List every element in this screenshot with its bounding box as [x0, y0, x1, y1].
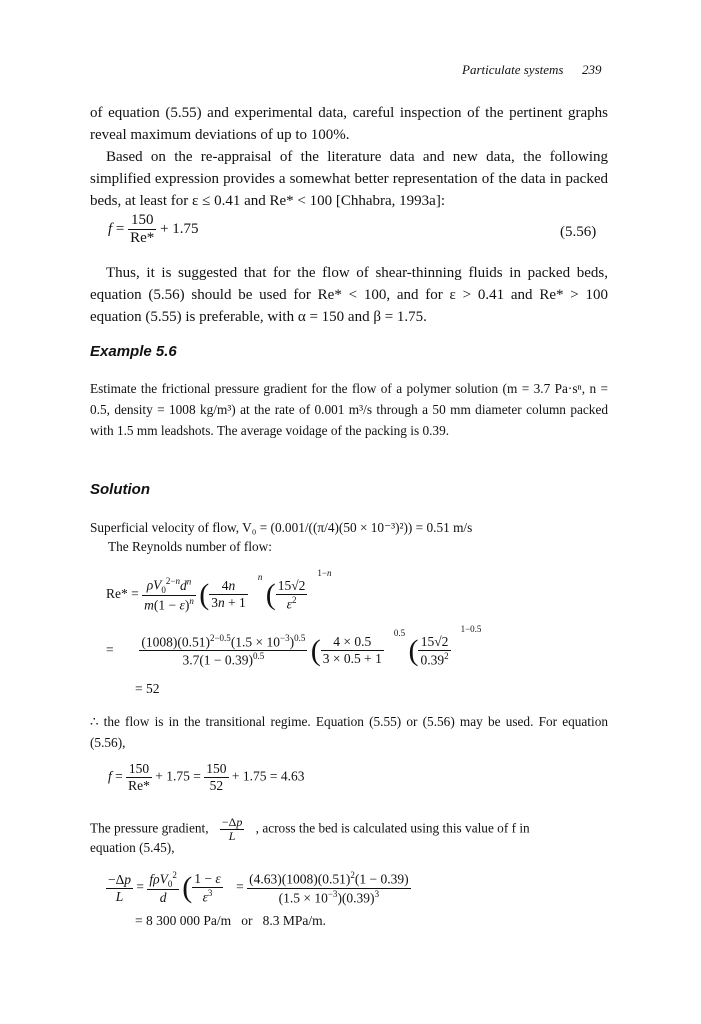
regime-text: ∴ the flow is in the transitional regime. Equation (5.55) or (5.56) may be used. For equation (5.56),: [90, 714, 608, 750]
reynolds-intro: The Reynolds number of flow:: [108, 539, 272, 554]
pressure-rest: , across the bed is calculated using this value of f in: [255, 820, 530, 836]
velocity-line: Superficial velocity of flow, V₀ = (0.001/((π/4)(50 × 10⁻³)²)) = 0.51 m/s: [90, 520, 473, 535]
reynolds-formula: Re* = $\frac{\rho V_0^{2-n}d^n}{m(1 - \varepsilon)^n}$ ( $\frac{4n}{3n + 1}$ $^n$ ( $\frac{15√2}{\varepsilon^2}$ $^{1-n}$: [106, 568, 332, 613]
fraction-150-re: $\frac{150}{Re*}$: [130, 212, 155, 246]
re-num-fraction-2: $\frac{4 \times 0.5}{3 \times 0.5 + 1}$: [322, 634, 382, 667]
pressure-eqref: equation (5.45),: [90, 840, 175, 855]
re-num-fraction-1: $\frac{(1008)(0.51)^{2-0.5}(1.5 \times 10^{-3})^{0.5}}{3.7(1 - 0.39)^{0.5}}$: [141, 632, 306, 668]
pressure-fraction: $\frac{-\Delta p}{L}$: [221, 815, 243, 843]
paragraph-3: Thus, it is suggested that for the flow of shear-thinning fluids in packed beds, equation (5.56) should be used for Re* < 100, and for ε > 0.41 and Re* > 100 equation (5.55) is preferable, with α = 150 and β = 1.75.: [90, 265, 608, 325]
reynolds-numeric: = $\frac{(1008)(0.51)^{2-0.5}(1.5 \times 10^{-3})^{0.5}}{3.7(1 - 0.39)^{0.5}}$ ( $\frac{4 \times 0.5}{3 \times 0.5 + 1}$ $^{0.5}$ ( $\frac{15√2}{0.39^2}$ $^{1-0.5}$: [106, 624, 482, 668]
re-fraction-2: $\frac{4n}{3n + 1}$: [211, 578, 246, 611]
solution-heading: Solution: [90, 481, 150, 498]
pressure-intro: The pressure gradient,: [90, 820, 209, 836]
page-number: 239: [581, 62, 602, 77]
re-fraction-1: $\frac{\rho V_0^{2-n}d^n}{m(1 - \varepsilon)^n}$: [144, 576, 194, 613]
re-num-fraction-3: $\frac{15√2}{0.39^2}$: [420, 633, 449, 668]
fv-fraction: $\frac{f\rho V_0^2}{d}$: [149, 870, 177, 906]
f-fraction-1: $\frac{150}{Re*}$: [128, 761, 150, 793]
running-header: [462, 62, 601, 78]
f-result: + 1.75 = 4.63: [231, 768, 305, 784]
example-heading: Example 5.6: [90, 343, 177, 360]
running-title: Particulate systems: [462, 62, 564, 77]
equation-5-56: f = $\frac{150}{Re*}$ + 1.75: [108, 212, 199, 246]
equation-label-5-56: (5.56): [560, 224, 597, 240]
friction-calculation: f = $\frac{150}{Re*}$ + 1.75 = $\frac{150}{52}$ + 1.75 = 4.63: [108, 761, 305, 793]
f-fraction-2: $\frac{150}{52}$: [206, 761, 227, 793]
dp-fraction: $\frac{-\Delta p}{L}$: [108, 871, 132, 904]
epsilon-fraction: $\frac{1 - \varepsilon}{\varepsilon^3}$: [194, 870, 221, 905]
pressure-equation: $\frac{-\Delta p}{L}$ = $\frac{f\rho V_0^2}{d}$ ( $\frac{1 - \varepsilon}{\varepsilon^3}$ = $\frac{(4.63)(1008)(0.51)^2(1 - 0.39)}{(1.5 \times 10^{-3})(0.39)^3}$: [108, 870, 409, 906]
example-text: Estimate the frictional pressure gradient for the flow of a polymer solution (m = 3.7 Pa·sⁿ, n = 0.5, density = 1008 kg/m³) at the rate of 0.001 m³/s through a 50 mm diameter column packed with 1.5 mm leadshots. The average voidage of the packing is 0.39.: [90, 381, 608, 438]
paragraph-2: Based on the re-appraisal of the literature data and new data, the following simplified expression provides a somewhat better representation of the data in packed beds, at least for ε ≤ 0.41 and Re* < 100 [Chhabra, 1993a]:: [90, 149, 608, 209]
paragraph-1: of equation (5.55) and experimental data, careful inspection of the pertinent graphs reveal maximum deviations of up to 100%.: [90, 105, 608, 143]
numeric-pressure-fraction: $\frac{(4.63)(1008)(0.51)^2(1 - 0.39)}{(1.5 \times 10^{-3})(0.39)^3}$: [249, 870, 409, 906]
final-result: = 8 300 000 Pa/m or 8.3 MPa/m.: [135, 913, 326, 928]
reynolds-result: = 52: [135, 681, 160, 696]
re-fraction-3: $\frac{15√2}{\varepsilon^2}$: [277, 577, 306, 612]
